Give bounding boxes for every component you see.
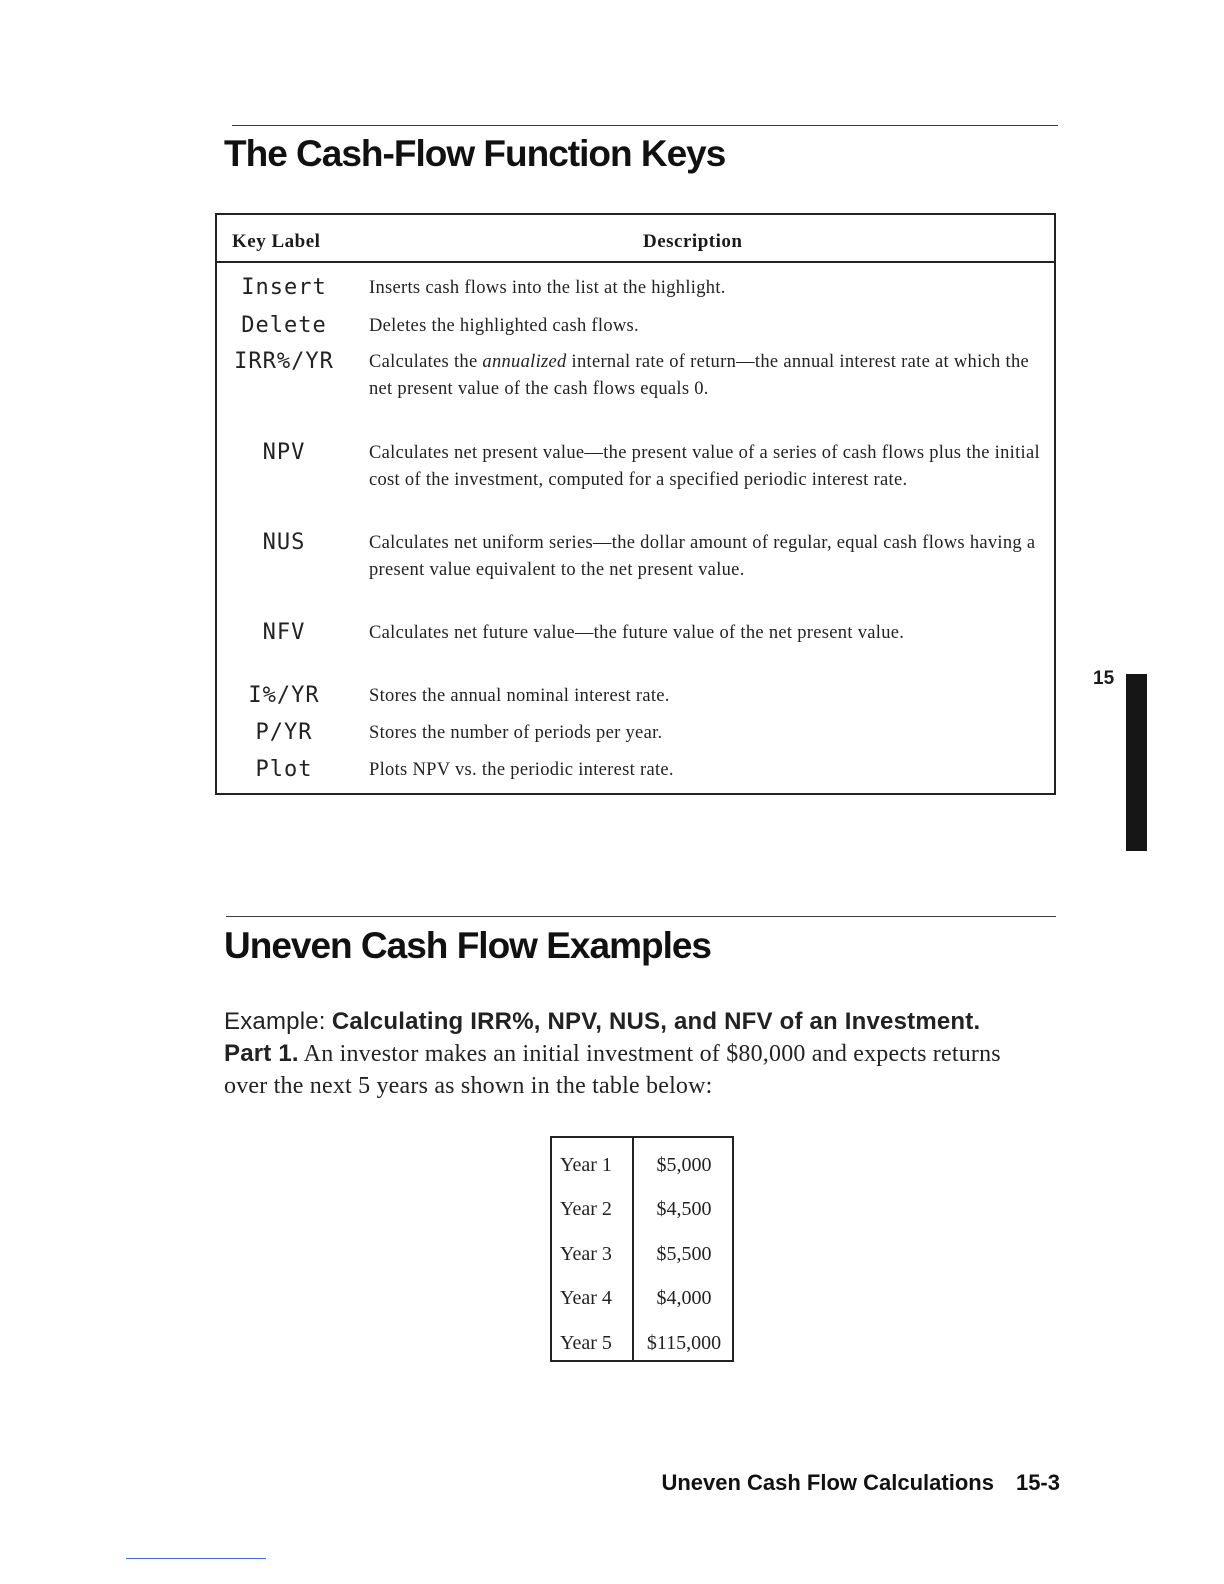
key-description xyxy=(369,349,1041,403)
amount-cell: $115,000 xyxy=(646,1332,722,1354)
page-number: 15-3 xyxy=(1015,1470,1060,1495)
key-description: Calculates net present value—the present value of a series of cash flows plus the initial cost of the investment, computed for a specified periodic interest rate. xyxy=(369,443,1040,490)
scan-edge-line xyxy=(126,1558,266,1559)
table-row xyxy=(552,1277,736,1321)
chapter-tab-number: 15 xyxy=(1093,668,1115,689)
example-label: Example: xyxy=(224,1008,326,1035)
table-row xyxy=(552,1322,736,1366)
key-label-delete: Delete xyxy=(241,313,327,338)
section-title-uneven-examples: Uneven Cash Flow Examples xyxy=(224,925,712,966)
returns-table xyxy=(550,1136,734,1362)
footer-title: Uneven Cash Flow Calculations xyxy=(661,1470,994,1495)
key-label-plot: Plot xyxy=(255,757,313,782)
key-description: Deletes the highlighted cash flows. xyxy=(369,316,639,336)
amount-cell: $5,500 xyxy=(656,1243,712,1265)
key-description: Calculates net future value—the future value of the net present value. xyxy=(369,623,905,643)
section-rule xyxy=(226,916,1056,917)
table-header xyxy=(217,215,1054,263)
year-cell: Year 1 xyxy=(560,1154,612,1176)
key-label-npv: NPV xyxy=(262,440,306,465)
amount-cell: $5,000 xyxy=(656,1154,712,1176)
example-text: An investor makes an initial investment of $80,000 and expects returns over the next 5 years as shown in the table below: xyxy=(224,1041,1001,1099)
section-title-cash-flow-keys: The Cash-Flow Function Keys xyxy=(224,133,726,174)
table-row xyxy=(552,1144,736,1188)
key-description: Stores the annual nominal interest rate. xyxy=(369,686,670,706)
key-description: Plots NPV vs. the periodic interest rate. xyxy=(369,760,674,780)
amount-cell: $4,500 xyxy=(656,1198,712,1220)
desc-text: internal rate of return—the annual interest rate at which the net present value of the cash flows equals 0. xyxy=(369,352,1030,399)
chapter-tab-bar xyxy=(1126,674,1147,851)
desc-text: Calculates the xyxy=(369,352,483,372)
key-label-nus: NUS xyxy=(262,530,306,555)
desc-emphasis: annualized xyxy=(482,352,567,372)
amount-cell: $4,000 xyxy=(656,1287,712,1309)
key-label-insert: Insert xyxy=(241,275,327,300)
year-cell: Year 2 xyxy=(560,1198,612,1220)
year-cell: Year 4 xyxy=(560,1287,612,1309)
key-description: Calculates net uniform series—the dollar amount of regular, equal cash flows having a present value equivalent to the net present value. xyxy=(369,533,1036,580)
key-description: Inserts cash flows into the list at the highlight. xyxy=(369,278,726,298)
key-label-interest: I%/YR xyxy=(248,683,320,708)
key-label-nfv: NFV xyxy=(262,620,306,645)
example-title: Calculating IRR%, NPV, NUS, and NFV of an Investment. Part 1. xyxy=(224,1008,981,1067)
top-rule xyxy=(232,125,1058,126)
year-cell: Year 5 xyxy=(560,1332,612,1354)
key-description: Stores the number of periods per year. xyxy=(369,723,663,743)
key-label-irr: IRR%/YR xyxy=(234,349,334,374)
page-footer xyxy=(661,1470,1060,1496)
table-row xyxy=(552,1188,736,1232)
example-paragraph xyxy=(224,1006,1014,1102)
cash-flow-keys-table xyxy=(215,213,1056,795)
year-cell: Year 3 xyxy=(560,1243,612,1265)
header-key-label: Key Label xyxy=(232,231,321,252)
table-row xyxy=(552,1233,736,1277)
header-description: Description xyxy=(643,231,743,252)
key-label-periods: P/YR xyxy=(255,720,313,745)
